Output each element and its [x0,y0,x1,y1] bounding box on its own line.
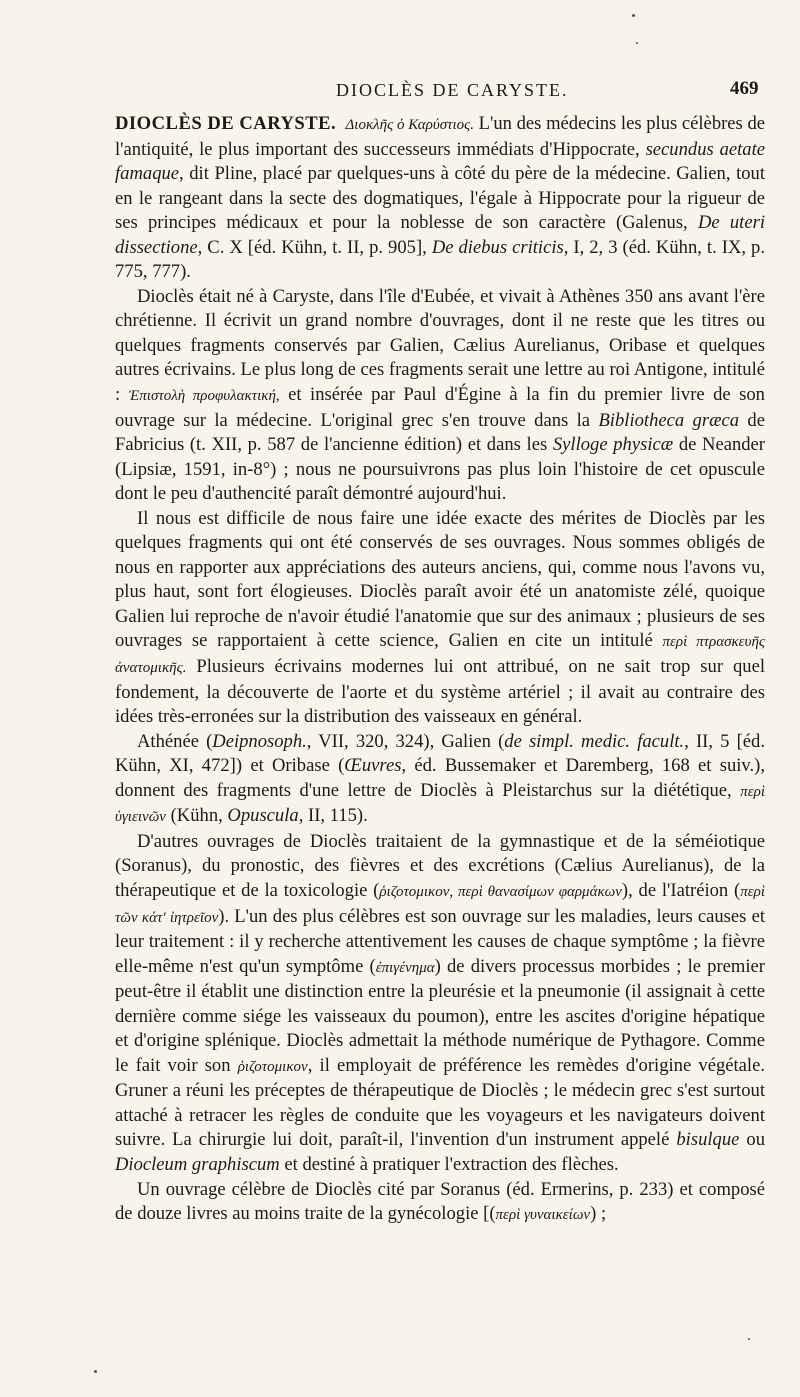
work-title: De uteri dissectione [115,212,765,258]
text-span: , II, 5 [éd. Kühn, XI, 472]) et Oribase ( [115,730,765,777]
paragraph-3 [115,507,765,730]
print-speck [632,14,635,17]
greek-name: Διοκλῆς ὁ Καρύστιος. [345,117,475,133]
text-span: Il nous est difficile de nous faire une idée exacte des mérites de Dioclès par les quelques fragments qui ont été conservés de ses ouvrages. Nous sommes obligés de nous en rapporter aux appréciations des auteurs anciens, qui, comme nous l'avons vu, plus haut, sont fort élogieuses. Dioclès paraît avoir été un anatomiste zélé, quoique Galien lui reproche de n'avoir étudié l'anatomie que sur des animaux ; plusieurs de ses ouvrages se rapportaient à cette science, Galien en cite un intitulé [115,507,765,652]
article-body [115,112,765,1228]
text-span: de Neander (Lipsiæ, 1591, in-8°) ; nous ne poursuivrons pas plus loin l'histoire de cet opuscule dont le peu d'authencité paraît démontré aujourd'hui. [115,434,765,505]
text-span: Un ouvrage célèbre de Dioclès cité par Soranus (éd. Ermerins, p. 233) et composé de douze livres au moins traite de la gynécologie [( [115,1178,765,1225]
text-span: , VII, 320, 324), Galien ( [306,730,505,752]
work-title: Opuscula [227,805,299,827]
work-title: Œuvres [344,755,402,777]
paragraph-1 [115,112,765,285]
work-title: Bibliotheca græca [598,409,740,431]
greek-title: περὶ γυναικείων [495,1207,591,1224]
text-span: et insérée par Paul d'Égine à la fin du premier livre de son ouvrage sur la médecine. L'original grec s'en trouve dans la [115,384,765,431]
text-span: D'autres ouvrages de Dioclès traitaient de la gymnastique et de la séméiotique (Soranus), du pronostic, des fièvres et des excrétions (Cælius Aurelianus), de la thérapeutique et de la toxicologie ( [115,830,765,901]
text-span: Plusieurs écrivains modernes lui ont attribué, on ne sait trop sur quel fondement, la découverte de l'aorte et du système artériel ; il avait au contraire des idées très-erronées sur la distribution des vaisseaux en général. [115,656,765,728]
text-span: Athénée ( [137,730,213,752]
instrument-name: bisulque [676,1129,740,1151]
text-span: ) de divers processus morbides ; le premier peut-être il établit une distinction entre la pleurésie et la pneumonie (il assignait à cette dernière comme siége les vaisseaux du poumon), entre les ascites d'origine hépatique et d'origine splénique. Dioclès admettait la méthode numérique de Pythagore. Comme le fait voir son [115,955,765,1076]
running-head [0,78,800,108]
text-span: Dioclès était né à Caryste, dans l'île d'Eubée, et vivait à Athènes 350 ans avant l'ère chrétienne. Il écrivit un grand nombre d'ouvrages, dont il ne reste que les titres ou quelques fragments conservés par Galien, Cælius Aurelianus, Oribase et quelques autres écrivains. Le plus long de ces fragments serait une lettre au roi Antigone, intitulé : [115,285,765,406]
greek-title: ῥιζοτομικον, περὶ θανασίμων φαρμάκων [379,883,622,900]
latin-quote: secundus aetate famaque [115,138,765,185]
text-span: , éd. Bussemaker et Daremberg, 168 et suiv.), donnent des fragments d'une lettre de Dioclès à Pleistarchus sur la diététique, [115,755,765,801]
paragraph-4 [115,730,765,830]
article-heading: DIOCLÈS DE CARYSTE. [115,113,337,134]
work-title: de simpl. medic. facult. [504,730,685,752]
greek-title: Ἐπιστολὴ προφυλακτική, [128,388,280,405]
work-title: De diebus criticis [431,236,564,258]
text-span: , I, 2, 3 (éd. Kühn, t. IX, p. 775, 777). [115,236,765,283]
greek-term: ἐπιγένημα [375,959,435,976]
greek-title: περὶ τῶν κάτ' ἰητρεῖον [115,883,765,926]
paragraph-2 [115,285,765,507]
greek-title: ῥιζοτομικον [237,1058,308,1075]
print-speck [748,1338,750,1340]
text-span: ou [739,1129,765,1151]
paragraph-5 [115,830,765,1178]
text-span: , dit Pline, placé par quelques-uns à côté du père de la médecine. Galien, tout en le rangeant dans la secte des dogmatiques, l'égale à Hippocrate pour la rigueur de ses principes médicaux et pour la noblesse de son caractère (Galenus, [115,163,765,234]
text-span: et destiné à pratiquer l'extraction des flèches. [279,1153,619,1175]
text-span: L'un des médecins les plus célèbres de l'antiquité, le plus important des successeurs immédiats d'Hippocrate, [115,113,765,160]
text-span: ). L'un des plus célèbres est son ouvrage sur les maladies, leurs causes et leur traitement : il y recherche attentivement les causes de chaque symptôme ; la fièvre elle-même n'est qu'un symptôme ( [115,905,765,977]
text-span: (Kühn, [165,805,228,827]
text-span: de Fabricius (t. XII, p. 587 de l'ancienne édition) et dans les [115,409,765,456]
print-speck [94,1370,97,1373]
greek-title: περὶ πτρασκευῆς ἀνατομικῆς. [115,634,765,677]
work-title: Deipnosoph. [212,730,307,752]
text-span: ) ; [590,1203,607,1225]
instrument-name: Diocleum graphiscum [115,1153,280,1175]
paragraph-6 [115,1178,765,1228]
page-number: 469 [730,78,759,99]
text-span: , il employait de préférence les remèdes d'origine végétale. Gruner a réuni les préceptes de thérapeutique de Dioclès ; le médecin grec s'est surtout attaché à retracer les règles de conduite que les voyageurs et les navigateurs doivent suivre. La chirurgie lui doit, paraît-il, l'invention d'un instrument appelé [115,1054,765,1151]
text-span: , II, 115). [298,805,368,827]
print-speck [636,42,638,44]
work-title: Sylloge physicæ [552,434,674,456]
text-span: , C. X [éd. Kühn, t. II, p. 905], [197,236,432,258]
running-title: DIOCLÈS DE CARYSTE. [336,80,569,100]
text-span: ), de l'Iatréion ( [621,879,741,901]
greek-title: περὶ ὑγιεινῶν [115,783,765,826]
